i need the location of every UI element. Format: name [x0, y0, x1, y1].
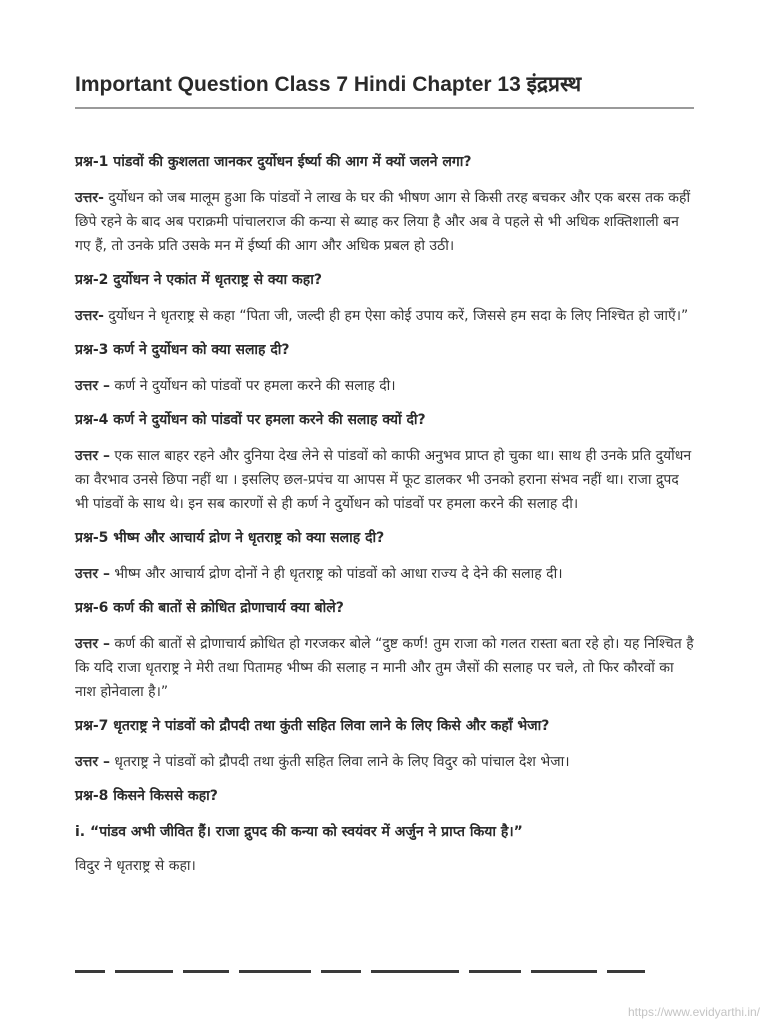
answer-label: उत्तर –	[75, 754, 110, 770]
question-8: प्रश्न-8 किसने किससे कहा?	[75, 788, 218, 804]
answer-label: उत्तर –	[75, 378, 110, 394]
document-content	[75, 150, 695, 888]
qa-item-3	[75, 338, 695, 398]
qa-item-5	[75, 526, 695, 586]
answer-text: दुर्योधन ने धृतराष्ट्र से कहा “पिता जी, जल्दी ही हम ऐसा कोई उपाय करें, जिससे हम सदा के लिए निश्चित हो जाएँ।”	[103, 308, 689, 324]
quote-8-i: i. “पांडव अभी जीवित हैं। राजा द्रुपद की कन्या को स्वयंवर में अर्जुन ने प्राप्त किया है।”	[75, 824, 523, 840]
qa-item-8	[75, 784, 695, 878]
answer-text: दुर्योधन को जब मालूम हुआ कि पांडवों ने लाख के घर की भीषण आग से किसी तरह बचकर और एक बरस तक कहीं छिपे रहने के बाद अब पराक्रमी पांचालराज की कन्या से ब्याह कर लिया है और अब वे पहले से भी अधिक शक्तिशाली बन गए हैं, तो उनके प्रति उसके मन में ईर्ष्या की आग और अधिक प्रबल हो उठी।	[75, 190, 691, 254]
answer-text: कर्ण की बातों से द्रोणाचार्य क्रोधित हो गरजकर बोले “दुष्ट कर्ण! तुम राजा को गलत रास्ता बता रहे हो। यह निश्चित है कि यदि राजा धृतराष्ट्र ने मेरी तथा पितामह भीष्म की सलाह न मानी और तुम जैसों की सलाह पर चले, तो फिर कौरवों का नाश होनेवाला है।”	[75, 636, 694, 700]
qa-item-7	[75, 714, 695, 774]
answer-text: धृतराष्ट्र ने पांडवों को द्रौपदी तथा कुंती सहित लिवा लाने के लिए विदुर को पांचाल देश भेजा।	[109, 754, 570, 770]
answer-text: कर्ण ने दुर्योधन को पांडवों पर हमला करने की सलाह दी।	[109, 378, 396, 394]
title-divider	[75, 107, 694, 109]
answer-label: उत्तर-	[75, 308, 104, 324]
qa-item-1	[75, 150, 695, 258]
question-3: प्रश्न-3 कर्ण ने दुर्योधन को क्या सलाह दी?	[75, 342, 290, 358]
answer-3	[75, 374, 695, 398]
qa-item-4	[75, 408, 695, 516]
answer-text: भीष्म और आचार्य द्रोण दोनों ने ही धृतराष्ट्र को पांडवों को आधा राज्य दे देने की सलाह दी।	[109, 566, 563, 582]
answer-2	[75, 304, 695, 328]
cut-off-text-line	[75, 966, 695, 978]
question-7: प्रश्न-7 धृतराष्ट्र ने पांडवों को द्रौपदी तथा कुंती सहित लिवा लाने के लिए किसे और कहाँ भेजा?	[75, 718, 550, 734]
answer-5	[75, 562, 695, 586]
answer-4	[75, 444, 695, 516]
question-5: प्रश्न-5 भीष्म और आचार्य द्रोण ने धृतराष्ट्र को क्या सलाह दी?	[75, 530, 385, 546]
source-url-link[interactable]: https://www.evidyarthi.in/	[627, 1005, 760, 1019]
question-1: प्रश्न-1 पांडवों की कुशलता जानकर दुर्योधन ईर्ष्या की आग में क्यों जलने लगा?	[75, 154, 472, 170]
question-2: प्रश्न-2 दुर्योधन ने एकांत में धृतराष्ट्र से क्या कहा?	[75, 272, 322, 288]
qa-item-2	[75, 268, 695, 328]
answer-label: उत्तर –	[75, 566, 110, 582]
qa-item-6	[75, 596, 695, 704]
question-6: प्रश्न-6 कर्ण की बातों से क्रोधित द्रोणाचार्य क्या बोले?	[75, 600, 344, 616]
answer-1	[75, 186, 695, 258]
answer-6	[75, 632, 695, 704]
answer-label: उत्तर –	[75, 636, 110, 652]
answer-text: एक साल बाहर रहने और दुनिया देख लेने से पांडवों को काफी अनुभव प्राप्त हो चुका था। साथ ही उनके प्रति दुर्योधन का वैरभाव उनसे छिपा नहीं था । इसलिए छल-प्रपंच या आपस में फूट डालकर भी उनको हराना संभव नहीं था। राजा द्रुपद भी पांडवों के साथ थे। इन सब कारणों से ही कर्ण ने दुर्योधन को पांडवों पर हमला करने की सलाह दी।	[75, 448, 692, 512]
answer-8-i: विदुर ने धृतराष्ट्र से कहा।	[75, 858, 196, 874]
answer-7	[75, 750, 695, 774]
answer-label: उत्तर-	[75, 190, 104, 206]
document-title: Important Question Class 7 Hindi Chapter 13 इंद्रप्रस्थ	[75, 73, 582, 96]
question-4: प्रश्न-4 कर्ण ने दुर्योधन को पांडवों पर हमला करने की सलाह क्यों दी?	[75, 412, 426, 428]
answer-label: उत्तर –	[75, 448, 110, 464]
